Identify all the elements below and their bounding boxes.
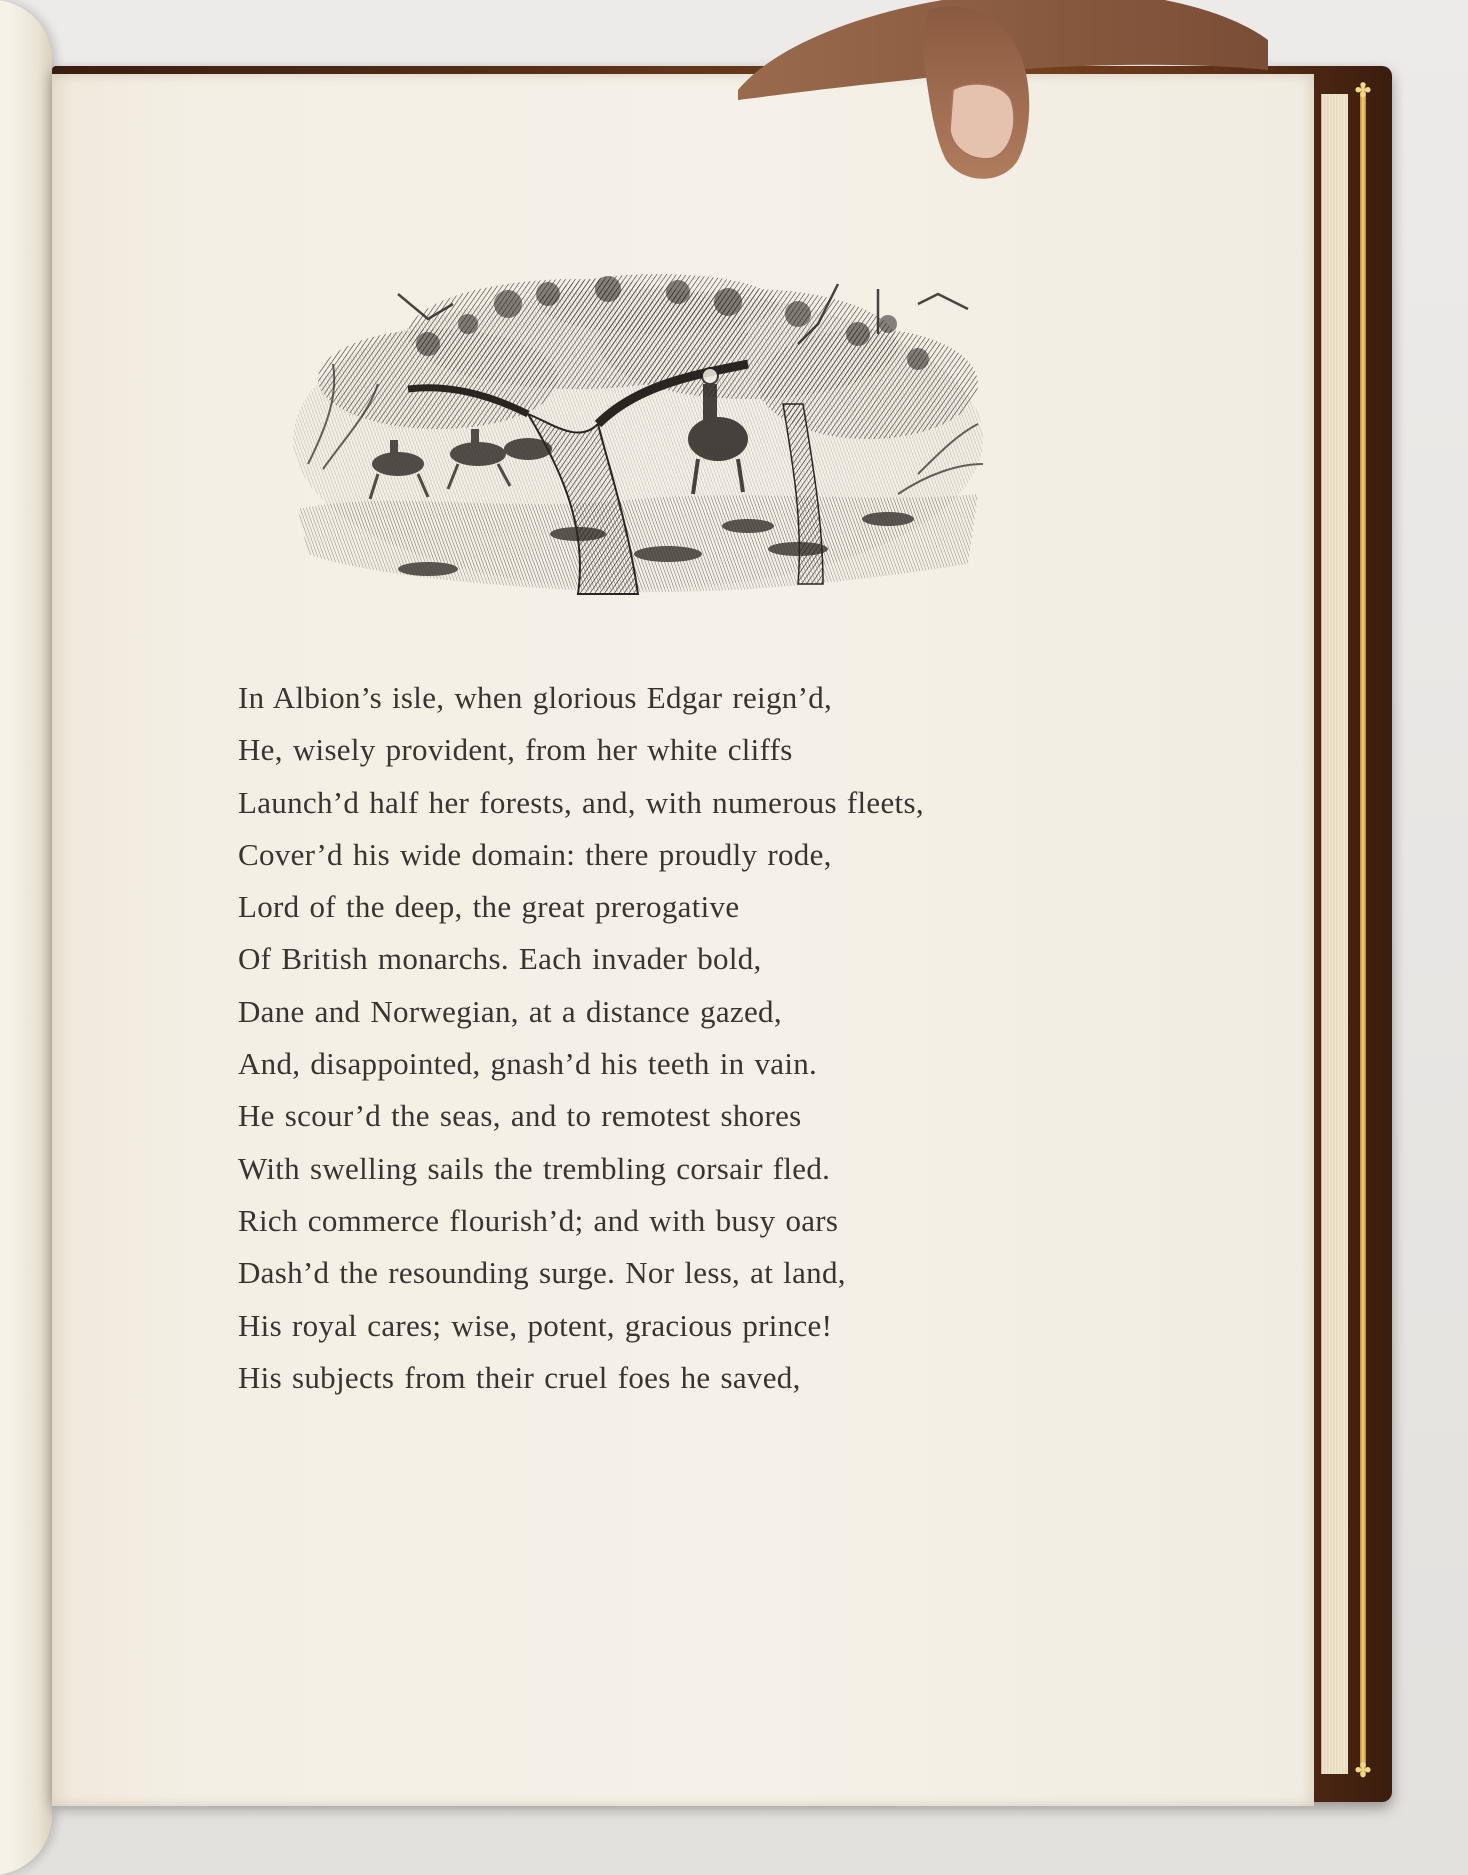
poem-text — [238, 672, 1098, 1404]
poem-line: Lord of the deep, the great prerogative — [238, 889, 740, 925]
poem-line: Rich commerce flourish’d; and with busy oars — [238, 1202, 839, 1238]
thumbnail — [950, 84, 1014, 159]
poem-line: Dash’d the resounding surge. Nor less, at land, — [238, 1255, 846, 1291]
previous-page-edge — [0, 0, 52, 1875]
engraving-hunting-scene — [278, 264, 998, 614]
poem-line: Dane and Norwegian, at a distance gazed, — [238, 993, 782, 1029]
gilt-border-line — [1360, 86, 1366, 1776]
page-block-edges — [1321, 94, 1348, 1774]
poem-line: In Albion’s isle, when glorious Edgar reign’d, — [238, 680, 833, 715]
poem-line: His subjects from their cruel foes he saved, — [238, 1359, 801, 1395]
poem-line: And, disappointed, gnash’d his teeth in vain. — [238, 1046, 818, 1082]
poem-line: He, wisely provident, from her white cliffs — [238, 732, 793, 768]
poem-line: Launch’d half her forests, and, with numerous fleets, — [238, 784, 924, 820]
poem-line: His royal cares; wise, potent, gracious prince! — [238, 1307, 833, 1343]
poem-line: With swelling sails the trembling corsair fled. — [238, 1150, 831, 1186]
poem-line: Cover’d his wide domain: there proudly rode, — [238, 836, 832, 872]
gilt-corner-ornament-icon: ✤ — [1354, 1760, 1372, 1782]
hand-holding-page — [728, 0, 1288, 200]
poem-line: He scour’d the seas, and to remotest shores — [238, 1098, 802, 1134]
poem-line: Of British monarchs. Each invader bold, — [238, 941, 762, 977]
gilt-corner-ornament-icon: ✤ — [1354, 80, 1372, 102]
book-page — [52, 74, 1314, 1806]
